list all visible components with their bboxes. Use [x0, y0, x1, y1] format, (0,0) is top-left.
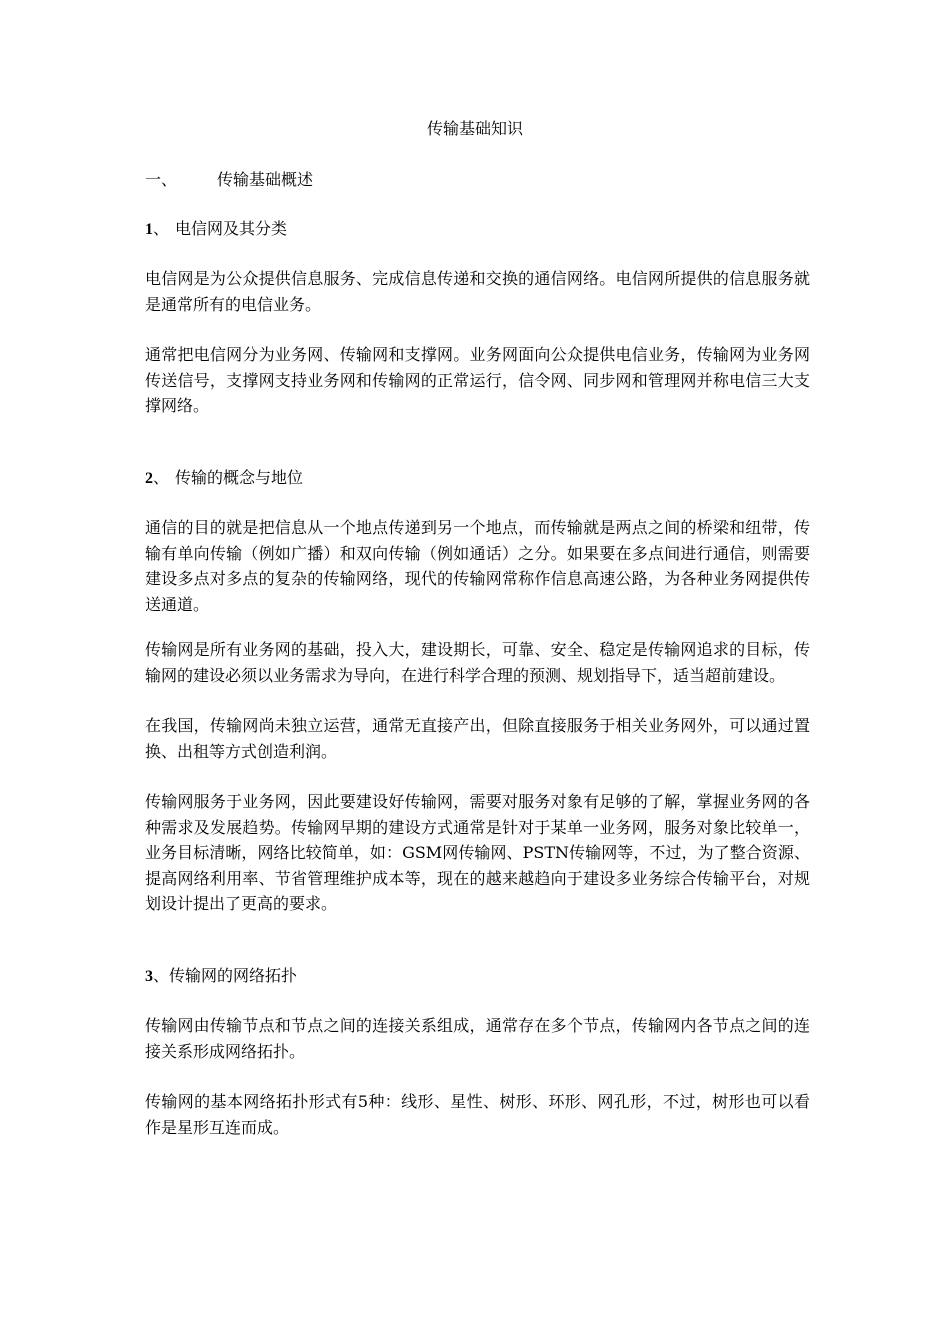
paragraph-7: 传输网由传输节点和节点之间的连接关系组成，通常存在多个节点，传输网内各节点之间的连接关系形成网络拓扑。	[145, 1016, 810, 1061]
document-title: 传输基础知识	[426, 119, 523, 138]
section-title: 传输基础概述	[217, 170, 314, 189]
paragraph-8: 传输网的基本网络拓扑形式有5种：线形、星性、树形、环形、网孔形，不过，树形也可以看作是星形互连而成。	[145, 1092, 810, 1137]
subsection-heading-3	[145, 964, 297, 989]
subsection-separator: 、	[153, 966, 170, 985]
paragraph-4: 传输网是所有业务网的基础，投入大，建设期长，可靠、安全、稳定是传输网追求的目标，传输网的建设必须以业务需求为导向，在进行科学合理的预测、规划指导下，适当超前建设。	[145, 640, 810, 685]
section-heading-1	[145, 168, 313, 192]
paragraph-5: 在我国，传输网尚未独立运营，通常无直接产出，但除直接服务于相关业务网外，可以通过置换、出租等方式创造利润。	[145, 716, 810, 761]
subsection-heading-1	[145, 217, 287, 242]
paragraph-6: 传输网服务于业务网，因此要建设好传输网，需要对服务对象有足够的了解，掌握业务网的各种需求及发展趋势。传输网早期的建设方式通常是针对于某单一业务网，服务对象比较单一，业务目标清晰，网络比较简单，如：GSM网传输网、PSTN传输网等，不过，为了整合资源、提高网络利用率、节省管理维护成本等，现在的越来越趋向于建设多业务综合传输平台，对规划设计提出了更高的要求。	[145, 792, 810, 913]
subsection-title: 电信网及其分类	[175, 219, 288, 238]
paragraph-1: 电信网是为公众提供信息服务、完成信息传递和交换的通信网络。电信网所提供的信息服务就是通常所有的电信业务。	[145, 269, 810, 314]
subsection-separator: 、	[153, 219, 170, 238]
subsection-number: 2	[145, 470, 153, 487]
paragraph-3: 通信的目的就是把信息从一个地点传递到另一个地点，而传输就是两点之间的桥梁和纽带，传输有单向传输（例如广播）和双向传输（例如通话）之分。如果要在多点间进行通信，则需要建设多点对多点的复杂的传输网络，现代的传输网常称作信息高速公路，为各种业务网提供传送通道。	[145, 518, 810, 614]
subsection-title: 传输网的网络拓扑	[169, 966, 298, 985]
paragraph-2: 通常把电信网分为业务网、传输网和支撑网。业务网面向公众提供电信业务，传输网为业务网传送信号，支撑网支持业务网和传输网的正常运行，信令网、同步网和管理网并称电信三大支撑网络。	[145, 345, 810, 415]
section-number: 一、	[145, 170, 178, 189]
subsection-heading-2	[145, 466, 303, 491]
subsection-title: 传输的概念与地位	[175, 468, 304, 487]
subsection-number: 3	[145, 968, 153, 985]
subsection-number: 1	[145, 221, 153, 238]
subsection-separator: 、	[153, 468, 170, 487]
